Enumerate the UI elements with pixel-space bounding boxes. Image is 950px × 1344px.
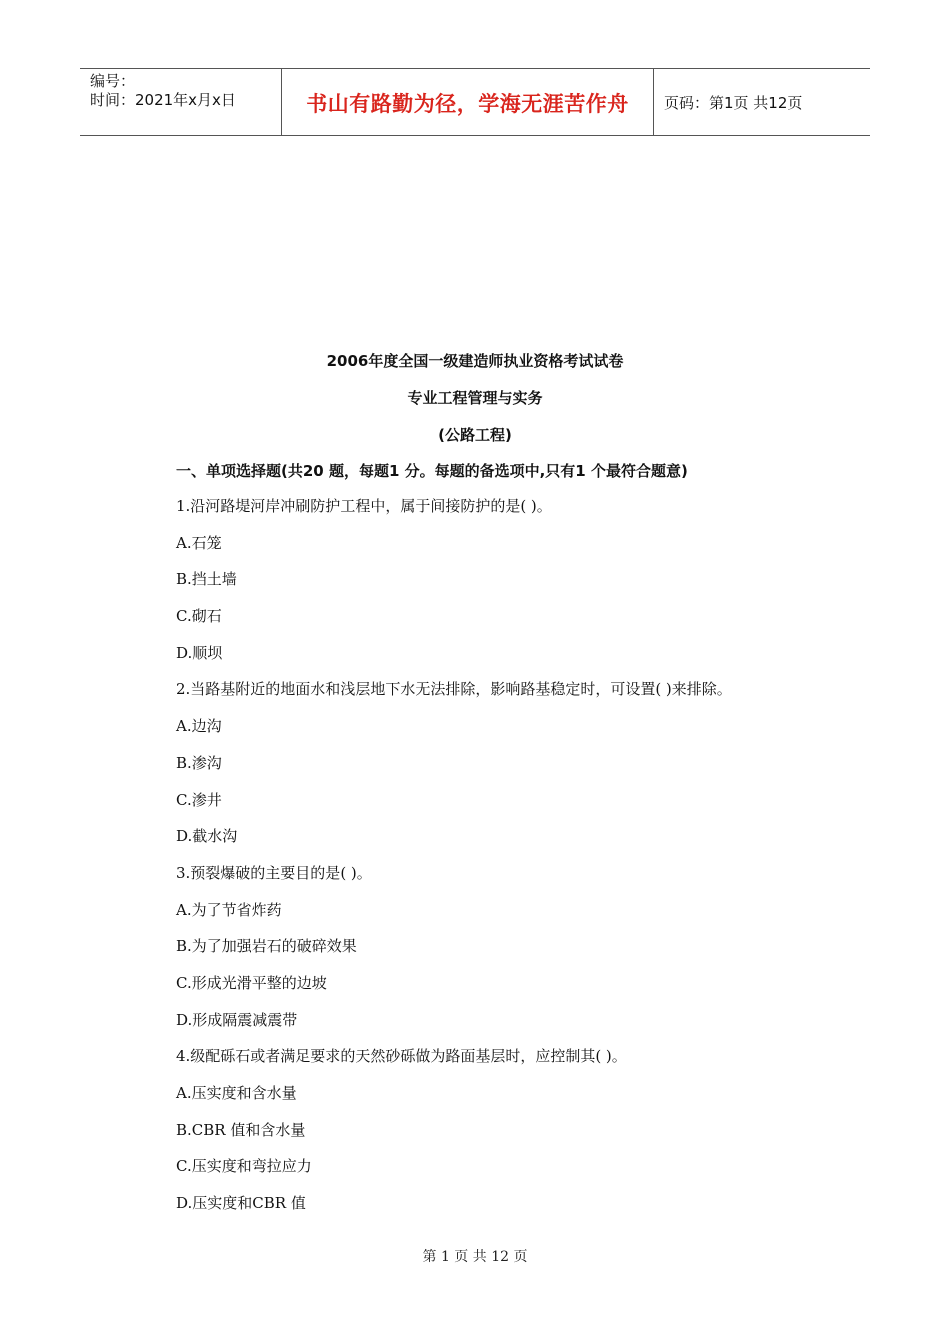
header-motto-cell: [282, 69, 654, 135]
document-header: [80, 68, 870, 136]
serial-number-label: 编号：: [90, 72, 136, 90]
question-line: 2.当路基附近的地面水和浅层地下水无法排除，影响路基稳定时，可设置( )来排除。: [176, 680, 732, 699]
option-line: D.压实度和CBR 值: [176, 1194, 306, 1213]
option-line: B.为了加强岩石的破碎效果: [176, 937, 357, 956]
exam-category: (公路工程): [438, 426, 512, 444]
option-line: A.石笼: [176, 533, 222, 552]
option-line: A.为了节省炸药: [176, 900, 282, 919]
exam-subject: 专业工程管理与实务: [407, 389, 543, 407]
option-line: D.顺坝: [176, 643, 223, 662]
page-info: 页码：第1页 共12页: [664, 93, 803, 112]
option-line: A.边沟: [176, 717, 222, 736]
option-line: B.渗沟: [176, 753, 222, 772]
option-line: B.CBR 值和含水量: [176, 1120, 306, 1139]
option-line: D.形成隔震减震带: [176, 1010, 298, 1029]
question-line: 1.沿河路堤河岸冲刷防护工程中，属于间接防护的是( )。: [176, 497, 552, 515]
option-line: C.砌石: [176, 607, 222, 626]
date-label: 时间：2021年x月x日: [90, 91, 236, 109]
header-meta-cell: [80, 69, 282, 135]
option-line: C.渗井: [176, 790, 222, 809]
section-heading: 一、单项选择题(共20 题，每题1 分。每题的备选项中,只有1 个最符合题意): [176, 462, 688, 480]
motto-text: 书山有路勤为径，学海无涯苦作舟: [306, 92, 629, 116]
header-page-cell: [654, 69, 870, 135]
question-line: 3.预裂爆破的主要目的是( )。: [176, 863, 372, 882]
page-footer: 第 1 页 共 12 页: [422, 1249, 528, 1265]
exam-title: 2006年度全国一级建造师执业资格考试试卷: [326, 352, 624, 370]
option-line: C.压实度和弯拉应力: [176, 1157, 312, 1176]
option-line: D.截水沟: [176, 827, 238, 846]
question-list: [176, 492, 732, 1226]
option-line: C.形成光滑平整的边坡: [176, 973, 327, 992]
question-line: 4.级配砾石或者满足要求的天然砂砾做为路面基层时，应控制其( )。: [176, 1047, 627, 1066]
option-line: B.挡土墙: [176, 570, 237, 589]
option-line: A.压实度和含水量: [176, 1084, 297, 1102]
